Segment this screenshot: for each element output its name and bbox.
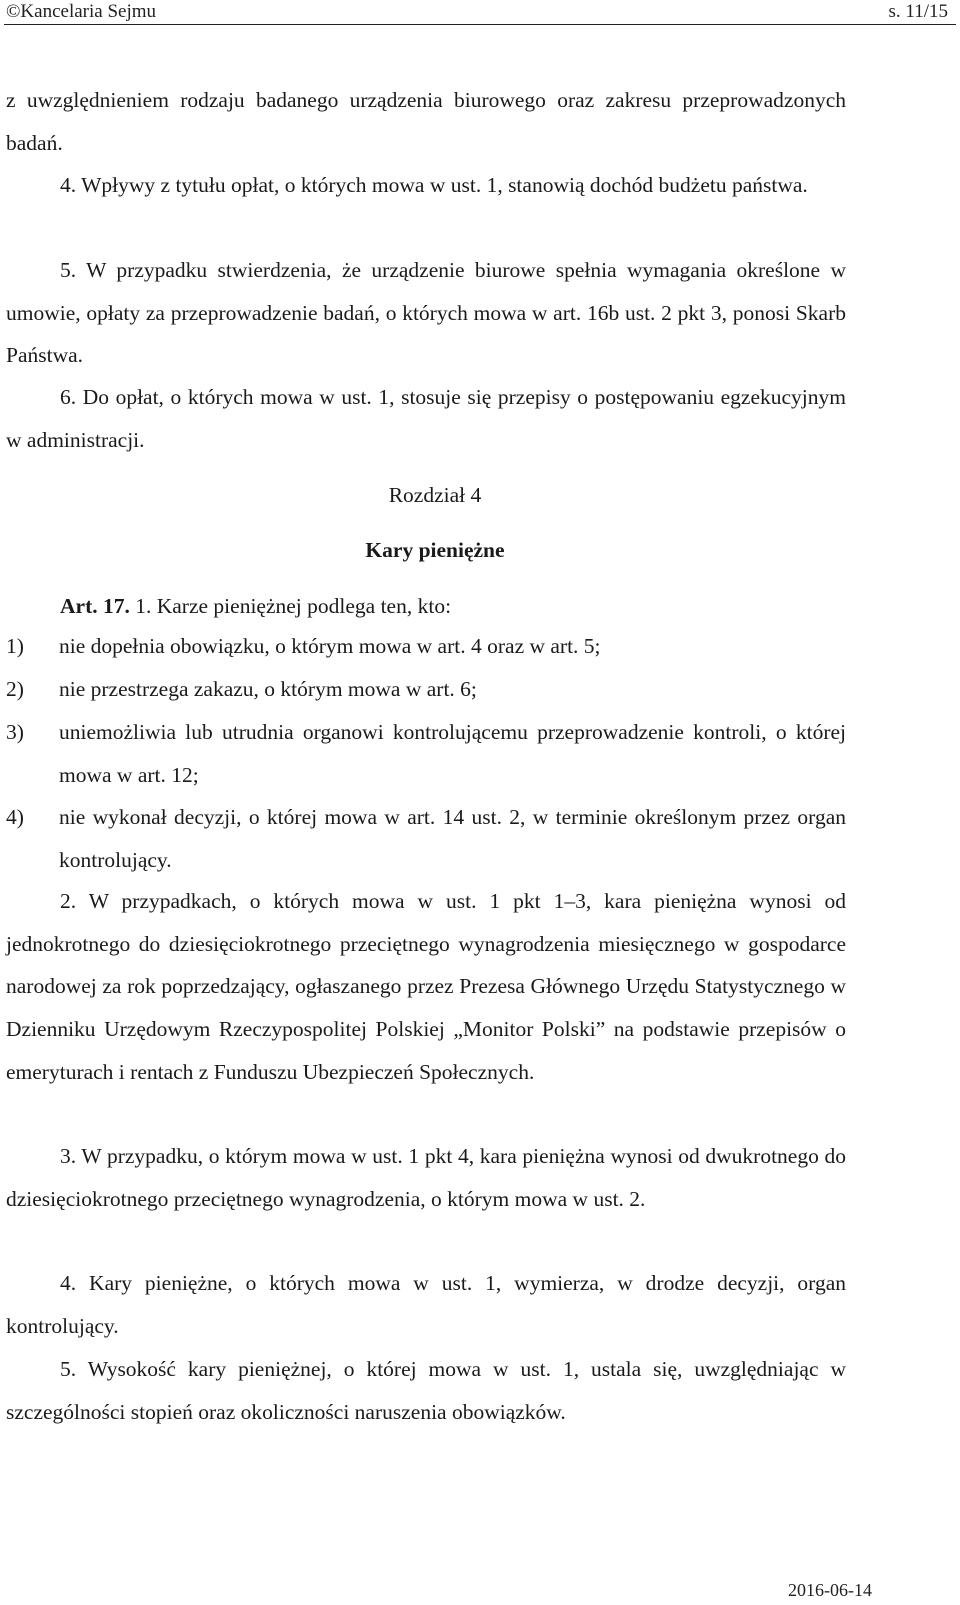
list-item	[6, 796, 846, 881]
paragraph-6: 6. Do opłat, o których mowa w ust. 1, stosuje się przepisy o postępowaniu egzekucyjnym w administracji.	[6, 385, 846, 452]
chapter-number: Rozdział 4	[388, 483, 482, 507]
list-item-number: 4)	[6, 805, 24, 829]
paragraph-continuation: z uwzględnieniem rodzaju badanego urządzenia biurowego oraz zakresu przeprowadzonych badań.	[6, 88, 846, 155]
paragraph-5b: 5. Wysokość kary pieniężnej, o której mowa w ust. 1, ustala się, uwzględniając w szczególności stopień oraz okoliczności naruszenia obowiązków.	[6, 1357, 846, 1424]
list-item-number: 1)	[6, 634, 24, 658]
article-heading	[60, 594, 451, 619]
paragraph-2: 2. W przypadkach, o których mowa w ust. 1 pkt 1–3, kara pieniężna wynosi od jednokrotnego do dziesięciokrotnego przeciętnego wynagrodzenia miesięcznego w gospodarce narodowej za rok poprzedzający, ogłaszanego przez Prezesa Głównego Urzędu Statystycznego w Dzienniku Urzędowym Rzeczypospolitej Polskiej „Monitor Polski” na podstawie przepisów o emeryturach i rentach z Funduszu Ubezpieczeń Społecznych.	[6, 889, 846, 1084]
list-item-text: nie wykonał decyzji, o której mowa w art. 14 ust. 2, w terminie określonym przez organ kontrolujący.	[59, 805, 846, 872]
list-item-number: 3)	[6, 720, 24, 744]
header-publisher: ©Kancelaria Sejmu	[6, 1, 157, 22]
header-page-number: s. 11/15	[888, 1, 948, 22]
paragraph-4: 4. Wpływy z tytułu opłat, o których mowa w ust. 1, stanowią dochód budżetu państwa.	[60, 173, 808, 197]
chapter-title: Kary pieniężne	[365, 538, 505, 562]
paragraph-3: 3. W przypadku, o którym mowa w ust. 1 pkt 4, kara pieniężna wynosi od dwukrotnego do dziesięciokrotnego przeciętnego wynagrodzenia, o którym mowa w ust. 2.	[6, 1144, 846, 1211]
paragraph-4b: 4. Kary pieniężne, o których mowa w ust. 1, wymierza, w drodze decyzji, organ kontrolujący.	[6, 1271, 846, 1338]
list-item-text: nie dopełnia obowiązku, o którym mowa w art. 4 oraz w art. 5;	[59, 634, 601, 658]
paragraph-5: 5. W przypadku stwierdzenia, że urządzenie biurowe spełnia wymagania określone w umowie, opłaty za przeprowadzenie badań, o których mowa w art. 16b ust. 2 pkt 3, ponosi Skarb Państwa.	[6, 258, 846, 368]
list-item-text: nie przestrzega zakazu, o którym mowa w art. 6;	[59, 677, 477, 701]
list-item	[6, 625, 846, 668]
list-item-text: uniemożliwia lub utrudnia organowi kontrolującemu przeprowadzenie kontroli, o której mowa w art. 12;	[59, 720, 846, 787]
list-item-number: 2)	[6, 677, 24, 701]
article-label: Art. 17.	[60, 594, 130, 618]
footer-date: 2016-06-14	[788, 1580, 872, 1600]
article-intro: 1. Karze pieniężnej podlega ten, kto:	[129, 594, 452, 618]
page-header	[4, 0, 956, 25]
list-item	[6, 668, 846, 711]
list-item	[6, 711, 846, 796]
